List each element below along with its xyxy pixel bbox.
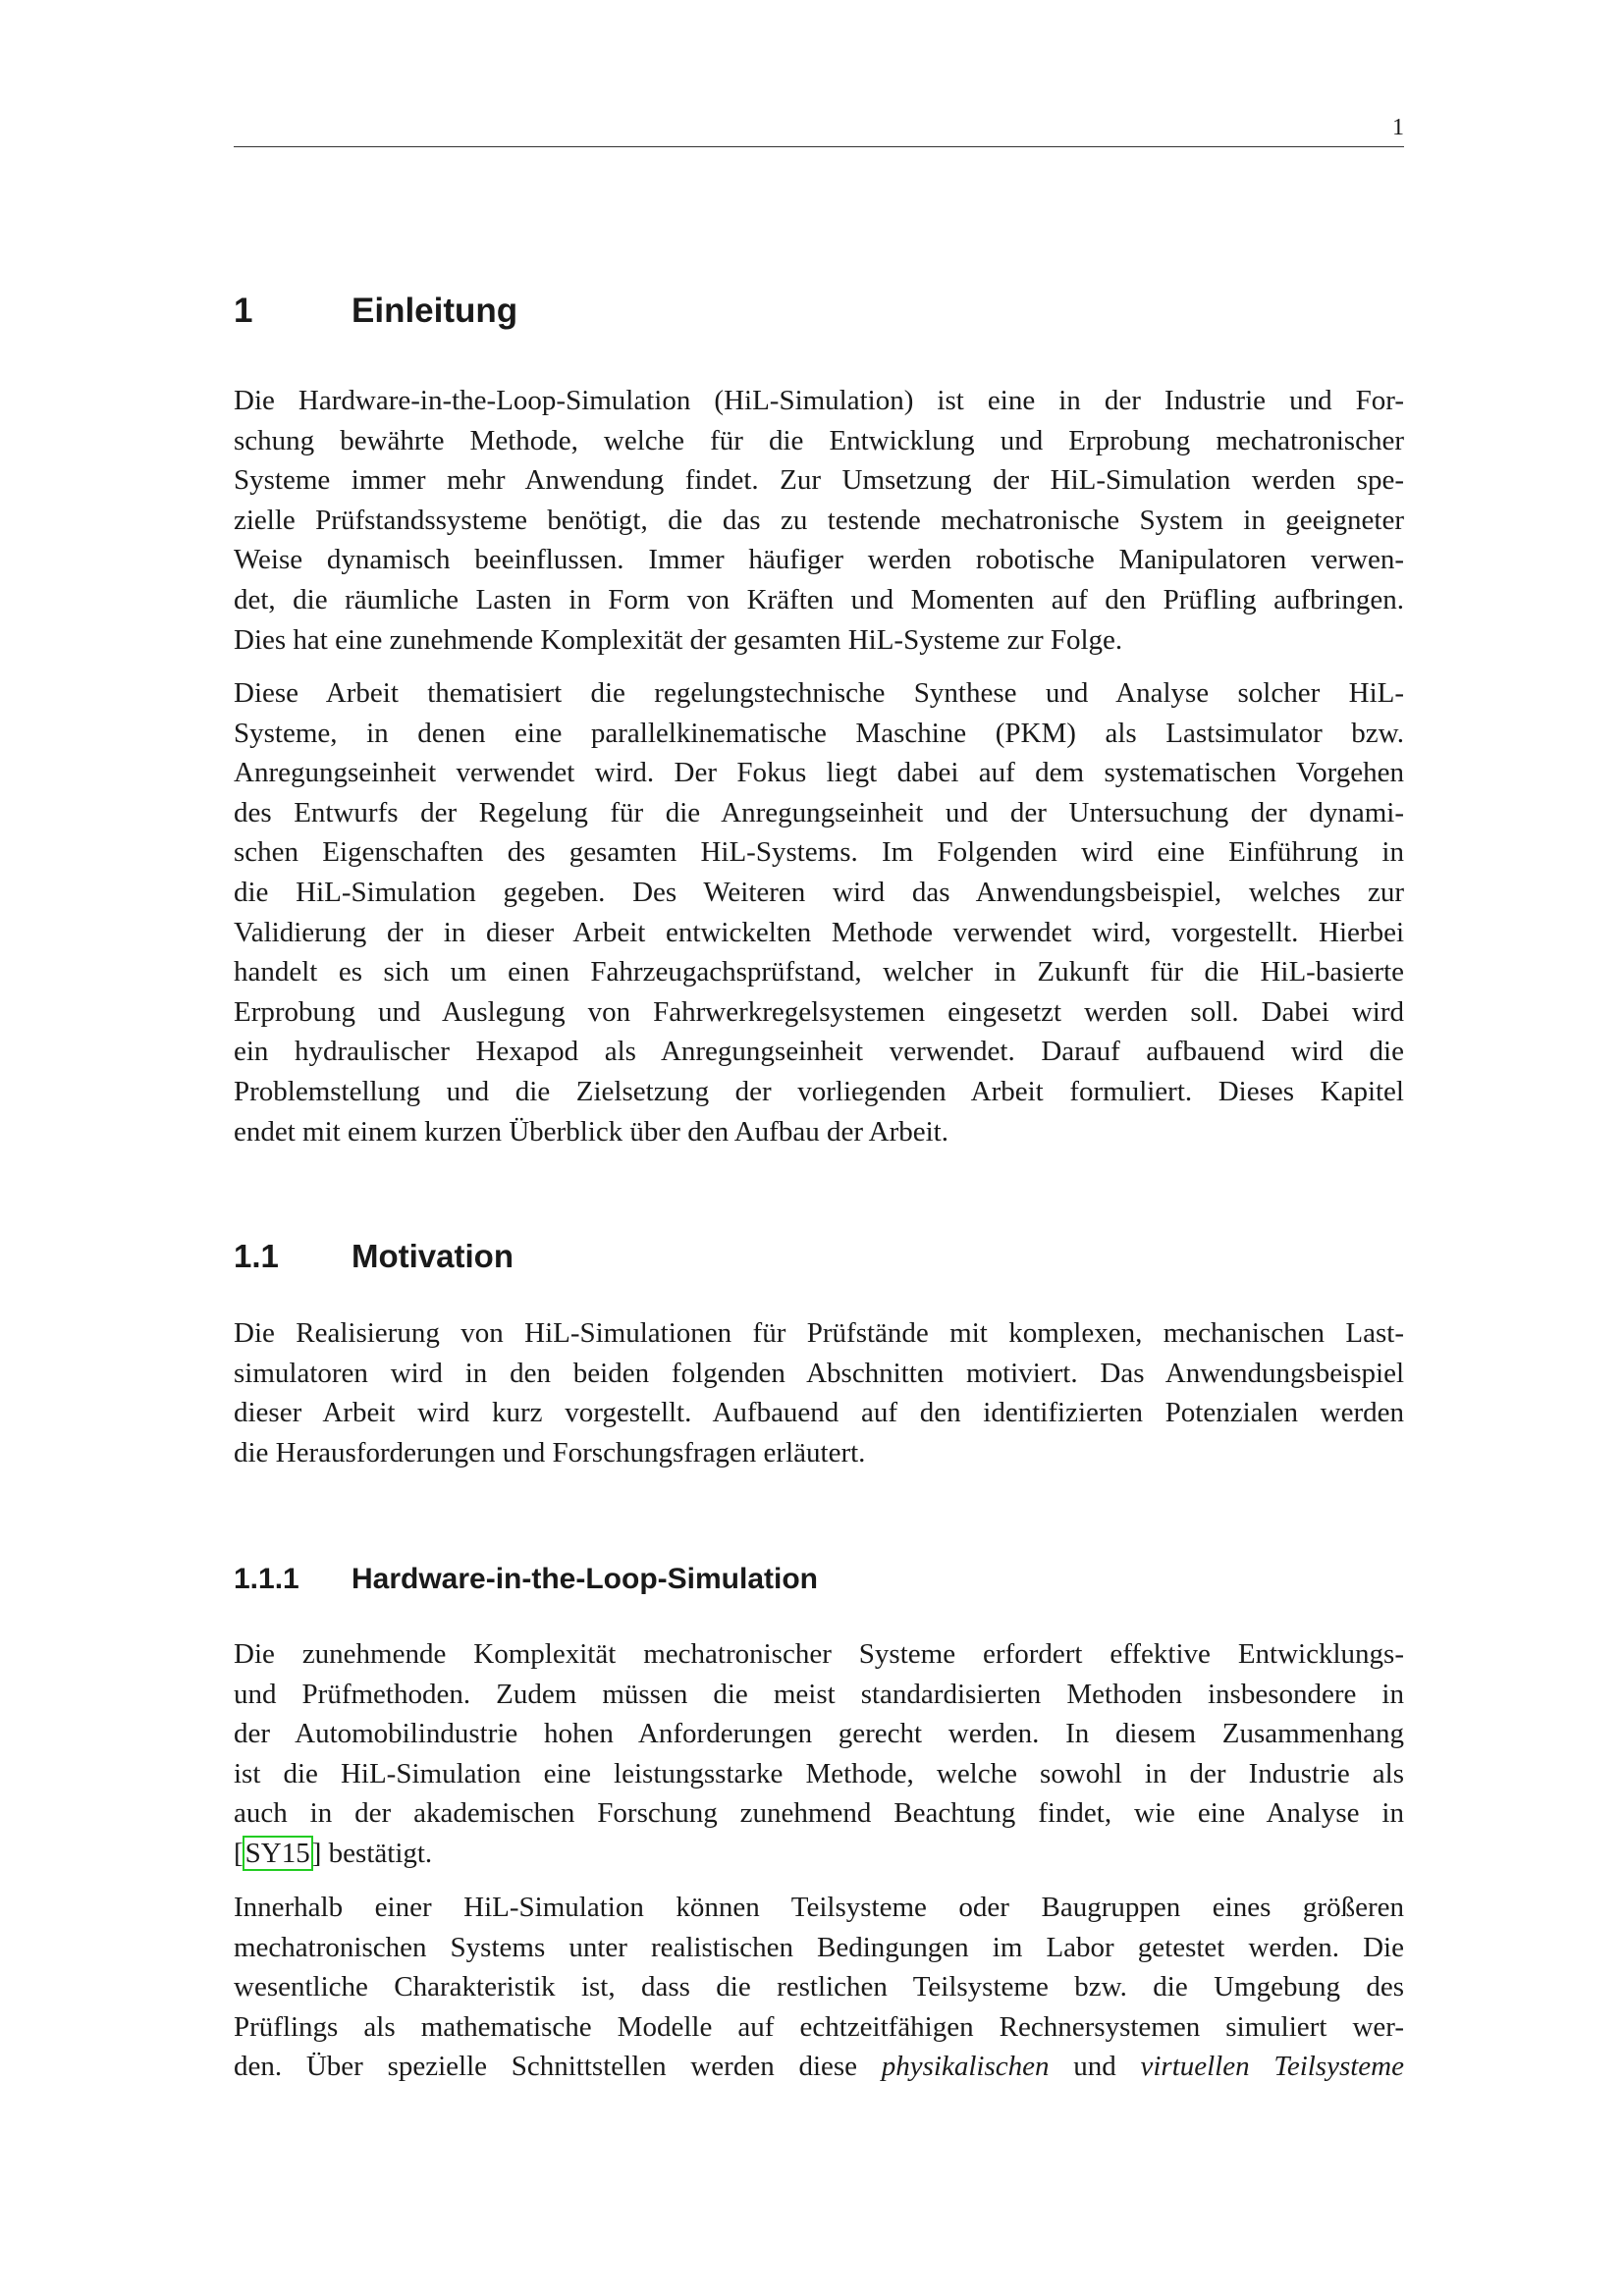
citation-close-bracket: ] — [311, 1837, 322, 1869]
text-line: auch in der akademischen Forschung zunehmend Beachtung findet, wie eine Analyse in — [234, 1797, 1404, 1830]
text-line: der Automobilindustrie hohen Anforderungen gerecht werden. In diesem Zusammenhang — [234, 1718, 1404, 1750]
citation-open-bracket: [ — [234, 1837, 244, 1869]
text-line: die Herausforderungen und Forschungsfragen erläutert. — [234, 1436, 866, 1468]
section-number: 1.1 — [234, 1238, 279, 1274]
text-line: zielle Prüfstandssysteme benötigt, die das zu testende mechatronische System in geeigneter — [234, 504, 1404, 536]
subsection-title: Hardware-in-the-Loop-Simulation — [352, 1563, 818, 1595]
text-line: Die zunehmende Komplexität mechatronischer Systeme erfordert effektive Entwicklungs- — [234, 1638, 1404, 1670]
section-title: Motivation — [352, 1238, 514, 1274]
text-line — [234, 1834, 1404, 1874]
page-number: 1 — [1392, 115, 1404, 140]
chapter-title: Einleitung — [352, 292, 518, 330]
text-line: Dies hat eine zunehmende Komplexität der gesamten HiL-Systeme zur Folge. — [234, 623, 1123, 656]
text-line: simulatoren wird in den beiden folgenden Abschnitten motiviert. Das Anwendungsbeispiel — [234, 1357, 1404, 1389]
section-heading — [234, 1236, 1404, 1277]
text-line: ist die HiL-Simulation eine leistungsstarke Methode, welche sowohl in der Industrie als — [234, 1757, 1404, 1789]
text-line: mechatronischen Systems unter realistischen Bedingungen im Labor getestet werden. Die — [234, 1931, 1404, 1963]
text-line: schung bewährte Methode, welche für die Entwicklung und Erprobung mechatronischer — [234, 424, 1404, 456]
chapter-heading — [234, 289, 1404, 334]
chapter-number: 1 — [234, 292, 253, 330]
text-line: Validierung der in dieser Arbeit entwickelten Methode verwendet wird, vorgestellt. Hierbei — [234, 916, 1404, 948]
text-line: Systeme, in denen eine parallelkinematische Maschine (PKM) als Lastsimulator bzw. — [234, 717, 1404, 749]
text-line: ein hydraulischer Hexapod als Anregungseinheit verwendet. Darauf aufbauend wird die — [234, 1036, 1404, 1068]
text-line: det, die räumliche Lasten in Form von Kräften und Momenten auf den Prüfling aufbringen. — [234, 583, 1404, 615]
text-line: Problemstellung und die Zielsetzung der vorliegenden Arbeit formuliert. Dieses Kapitel — [234, 1075, 1404, 1107]
text-line: Weise dynamisch beeinflussen. Immer häufiger werden robotische Manipulatoren verwen- — [234, 544, 1404, 576]
text-line: handelt es sich um einen Fahrzeugachsprüfstand, welcher in Zukunft für die HiL-basierte — [234, 956, 1404, 988]
citation-link[interactable]: SY15 — [243, 1836, 313, 1871]
text-line: Systeme immer mehr Anwendung findet. Zur Umsetzung der HiL-Simulation werden spe- — [234, 464, 1404, 497]
section-paragraph — [234, 1313, 1404, 1472]
text-line: Prüflings als mathematische Modelle auf echtzeitfähigen Rechnersystemen simuliert wer- — [234, 2010, 1404, 2043]
emphasis-text: virtuellen Teilsysteme — [1140, 2051, 1404, 2083]
text-line: wesentliche Charakteristik ist, dass die restlichen Teilsysteme bzw. die Umgebung des — [234, 1971, 1404, 2003]
text-fragment: den. Über spezielle Schnittstellen werden diese — [234, 2051, 882, 2083]
text-line: die HiL-Simulation gegeben. Des Weiteren wird das Anwendungsbeispiel, welches zur — [234, 876, 1404, 908]
text-line — [234, 2047, 1404, 2087]
text-line: Erprobung und Auslegung von Fahrwerkregelsystemen eingesetzt werden soll. Dabei wird — [234, 995, 1404, 1028]
text-line: endet mit einem kurzen Überblick über den Aufbau der Arbeit. — [234, 1115, 948, 1148]
chapter-paragraph-2 — [234, 673, 1404, 1151]
subsection-paragraph-1 — [234, 1634, 1404, 1874]
subsection-paragraph-2 — [234, 1888, 1404, 2087]
text-line: dieser Arbeit wird kurz vorgestellt. Aufbauend auf den identifizierten Potenzialen werden — [234, 1397, 1404, 1429]
text-line: des Entwurfs der Regelung für die Anregungseinheit und der Untersuchung der dynami- — [234, 796, 1404, 828]
text-line: schen Eigenschaften des gesamten HiL-Systems. Im Folgenden wird eine Einführung in — [234, 836, 1404, 869]
text-line: und Prüfmethoden. Zudem müssen die meist standardisierten Methoden insbesondere in — [234, 1678, 1404, 1710]
subsection-number: 1.1.1 — [234, 1563, 299, 1595]
text-line: Anregungseinheit verwendet wird. Der Fokus liegt dabei auf dem systematischen Vorgehen — [234, 757, 1404, 789]
text-line: Die Hardware-in-the-Loop-Simulation (HiL-Simulation) ist eine in der Industrie und For- — [234, 385, 1404, 416]
text-line: Diese Arbeit thematisiert die regelungstechnische Synthese und Analyse solcher HiL- — [234, 677, 1404, 709]
text-fragment: und — [1049, 2051, 1141, 2083]
chapter-paragraph-1 — [234, 381, 1404, 660]
emphasis-text: physikalischen — [881, 2051, 1050, 2083]
text-fragment: bestätigt. — [321, 1837, 433, 1869]
subsection-heading — [234, 1561, 1404, 1598]
header-rule — [234, 146, 1404, 147]
text-line: Die Realisierung von HiL-Simulationen für Prüfstände mit komplexen, mechanischen Last- — [234, 1317, 1404, 1349]
text-line: Innerhalb einer HiL-Simulation können Teilsysteme oder Baugruppen eines größeren — [234, 1892, 1404, 1923]
